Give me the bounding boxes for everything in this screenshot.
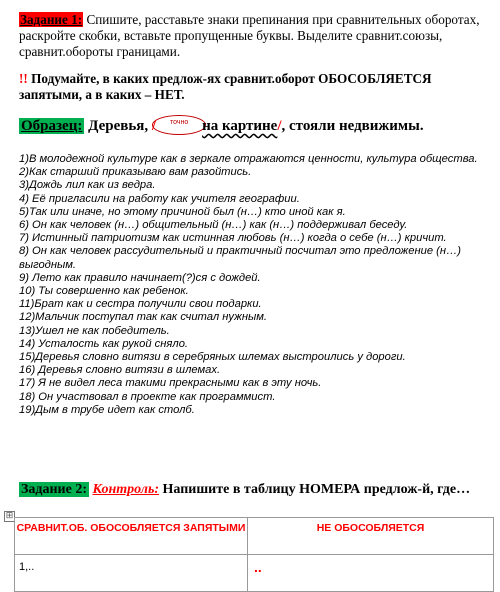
- list-item: 6) Он как человек (н…) общительный (н…) как (н…) поддерживал беседу.: [19, 219, 408, 232]
- list-item: 1)В молодежной культуре как в зеркале отражаются ценности, культура общества.: [19, 153, 478, 165]
- task1-paragraph: [19, 12, 489, 60]
- think-paragraph: [19, 71, 489, 103]
- table-header-row: [15, 518, 494, 555]
- sample-rest: , стояли недвижимы.: [281, 118, 424, 134]
- answer-table: [14, 517, 494, 592]
- col2-header: НЕ ОБОСОБЛЯЕТСЯ: [248, 518, 494, 555]
- list-item: 8) Он как человек рассудительный и практичный посчитал это предложение (н…) выгодным.: [19, 245, 461, 271]
- conjunction-oval: точно: [152, 115, 206, 135]
- sample-line: [19, 115, 489, 136]
- list-item: 18) Он участвовал в проекте как программист.: [19, 390, 276, 403]
- list-item: 11)Брат как и сестра получили свои подарки.: [19, 298, 262, 311]
- task1-text: Спишите, расставьте знаки препинания при сравнительных оборотах, раскройте скобки, вставьте пропущенные буквы. Выделите сравнит.союзы, сравнит.обороты границами.: [19, 12, 480, 59]
- list-item: 12)Мальчик поступал так как считал нужным.: [19, 311, 268, 324]
- list-item: 15)Деревья словно витязи в серебряных шлемах выстроились у дороги.: [19, 351, 406, 364]
- think-text: Подумайте, в каких предлож-ях сравнит.оборот ОБОСОБЛЯЕТСЯ запятыми, а в каких – НЕТ.: [19, 71, 432, 102]
- sample-phrase: на картине: [202, 118, 278, 134]
- list-item: 5)Так или иначе, но этому причиной был (н…) кто иной как я.: [19, 205, 346, 218]
- sample-slash-close: /: [277, 118, 282, 134]
- list-item: 17) Я не видел леса такими прекрасными как в эту ночь.: [19, 377, 322, 390]
- list-item: 19)Дым в трубе идет как столб.: [19, 403, 195, 416]
- sample-slash-open: /: [151, 118, 157, 134]
- sample-label: Образец:: [21, 118, 83, 134]
- list-item: 10) Ты совершенно как ребенок.: [19, 285, 189, 298]
- task2-paragraph: [19, 481, 489, 499]
- list-item: 9) Лето как правило начинает(?)ся с дождей.: [19, 271, 261, 284]
- list-item: 14) Усталость как рукой сняло.: [19, 337, 189, 350]
- list-item: 13)Ушел не как победитель.: [19, 324, 170, 337]
- col1-cell[interactable]: 1,..: [15, 555, 248, 592]
- list-item: 2)Как старший приказываю вам разойтись.: [19, 166, 252, 179]
- list-item: 7) Истинный патриотизм как истинная любовь (н…) когда о себе (н…) кричит.: [19, 232, 447, 245]
- control-label: Контроль:: [92, 482, 160, 497]
- task2-label: Задание 2:: [21, 482, 87, 497]
- col1-header: СРАВНИТ.ОБ. ОБОСОБЛЯЕТСЯ ЗАПЯТЫМИ: [15, 518, 248, 555]
- sentence-list: [19, 153, 491, 417]
- table-row: [15, 555, 494, 592]
- list-item: 4) Её пригласили на работу как учителя географии.: [19, 192, 300, 205]
- sample-word: Деревья,: [84, 118, 152, 134]
- table-move-handle-icon[interactable]: ⊞: [5, 511, 14, 521]
- list-item: 3)Дождь лил как из ведра.: [19, 179, 156, 192]
- list-item: 16) Деревья словно витязи в шлемах.: [19, 364, 221, 377]
- exclamation-marks: !!: [19, 71, 28, 86]
- task2-text: Напишите в таблицу НОМЕРА предлож-й, где…: [159, 482, 471, 497]
- task1-label: Задание 1:: [20, 12, 83, 27]
- col2-cell[interactable]: ..: [248, 555, 494, 592]
